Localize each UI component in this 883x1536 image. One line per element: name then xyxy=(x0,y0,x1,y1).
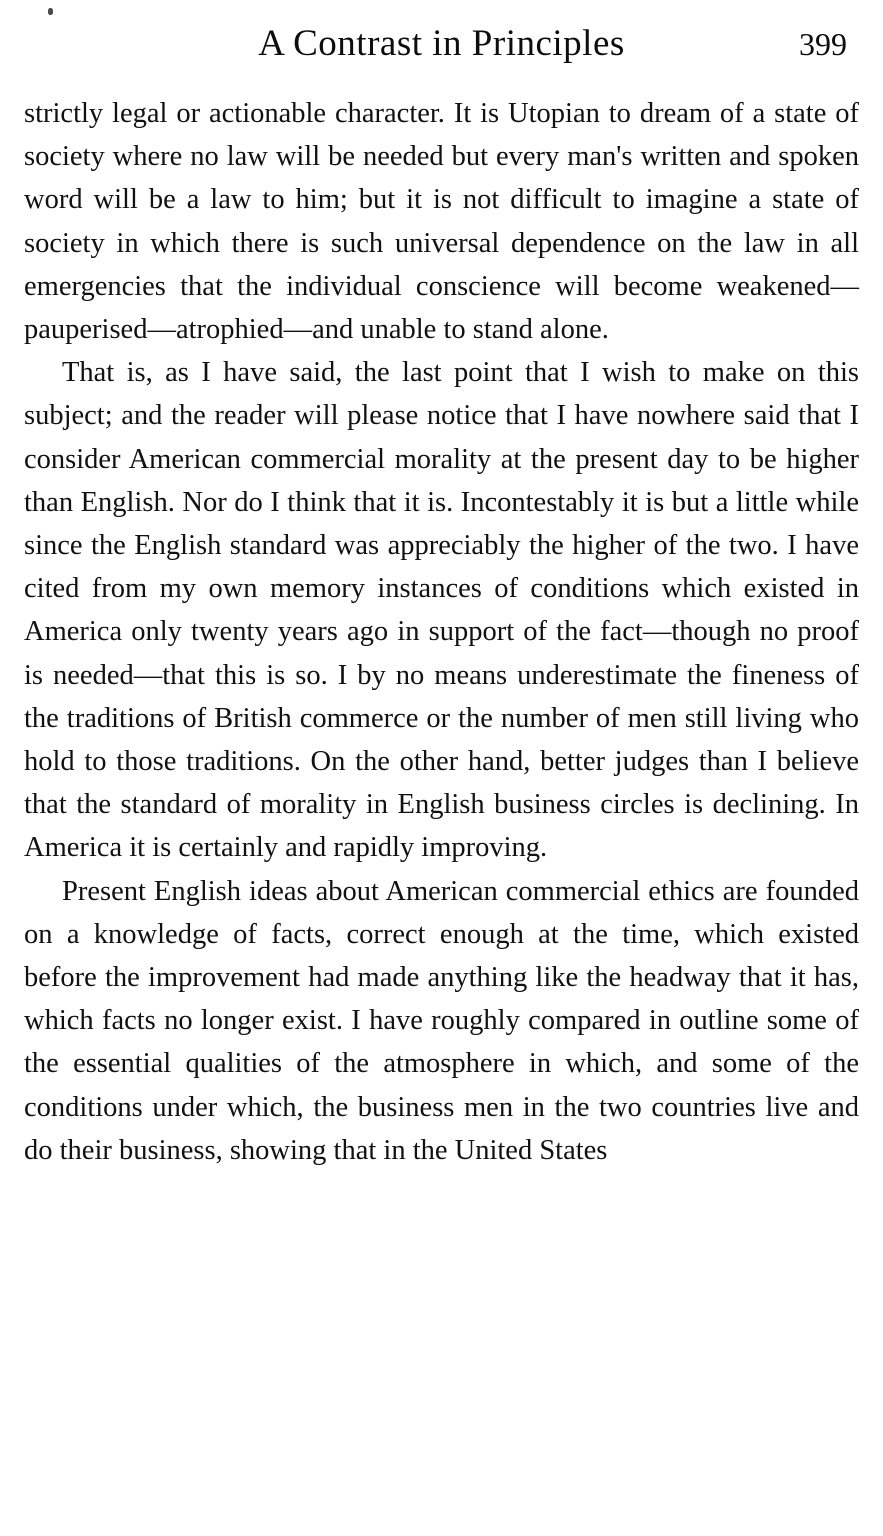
page-number: 399 xyxy=(799,26,847,62)
paragraph-3: Present English ideas about American commercial ethics are founded on a knowledge of facts, correct enough at the time, which existed before the improvement had made anything like the headway that it has, which facts no longer exist. I have roughly compared in outline some of the essential qualities of the atmosphere in which, and some of the conditions under which, the business men in the two countries live and do their business, showing that in the United States xyxy=(24,875,859,1166)
running-head-title: A Contrast in Principles xyxy=(258,23,625,64)
paragraph-1: strictly legal or actionable character. It is Utopian to dream of a state of society where no law will be needed but every man's written and spoken word will be a law to him; but it is not difficult to imagine a state of society in which there is such universal dependence on the law in all emergencies that the individual conscience will become weakened—pauperised—atrophied—and unable to stand alone. xyxy=(24,98,859,346)
page-body xyxy=(24,92,859,1172)
page-header xyxy=(24,0,859,92)
paragraph-2: That is, as I have said, the last point that I wish to make on this subject; and the reader will please notice that I have nowhere said that I consider American commercial morality at the present day to be higher than English. Nor do I think that it is. Incontestably it is but a little while since the English standard was appreciably the higher of the two. I have cited from my own memory instances of conditions which existed in America only twenty years ago in support of the fact—though no proof is needed—that this is so. I by no means underestimate the fineness of the traditions of British commerce or the number of men still living who hold to those traditions. On the other hand, better judges than I believe that the standard of morality in English business circles is declining. In America it is certainly and rapidly improving. xyxy=(24,357,859,864)
